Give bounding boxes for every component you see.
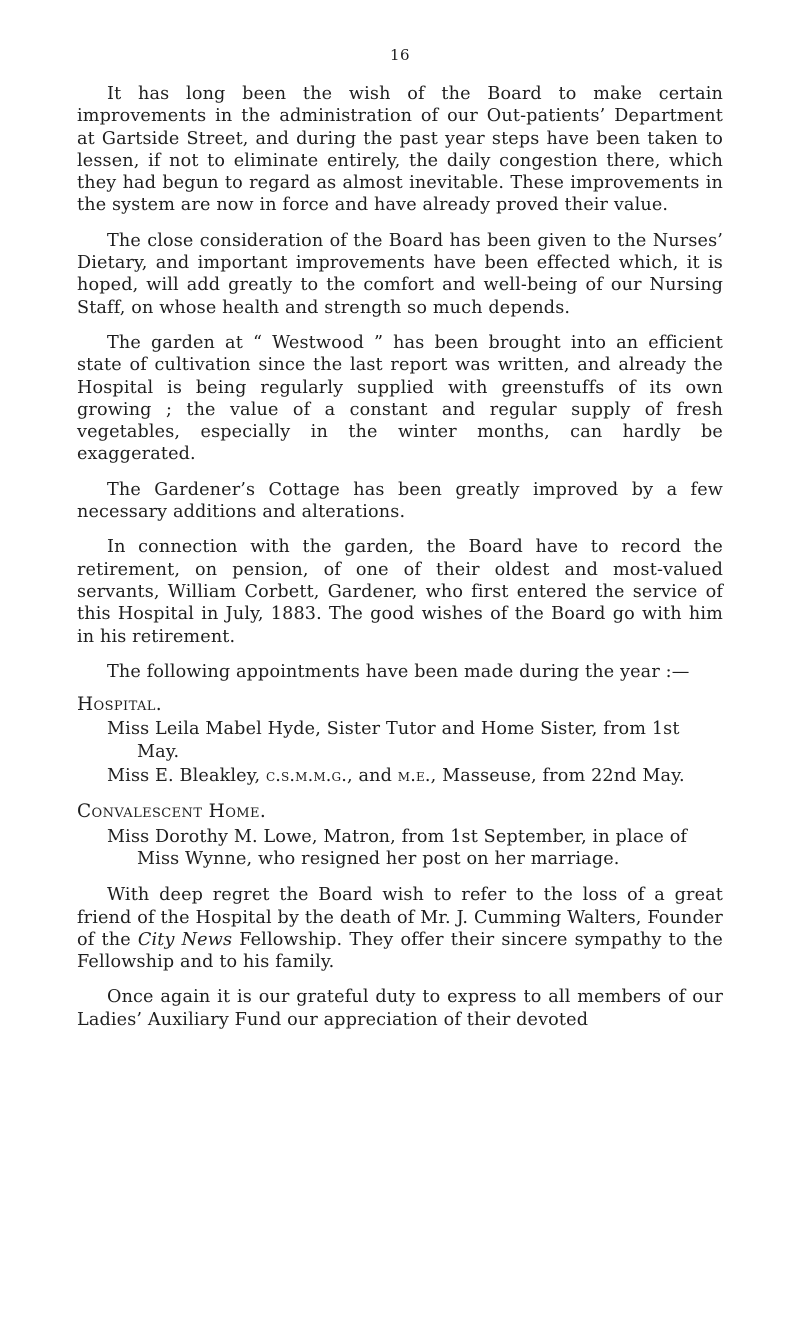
appointment-bleakley-role: , Masseuse, from 22nd May.: [430, 766, 685, 787]
page-number: 16: [389, 46, 411, 64]
paragraph-retirement: In connection with the garden, the Board have to record the retirement, on pension, of one of their oldest and most-valued servants, William Corbett, Gardener, who first entered the service of this Hospital in July, 1883. The good wishes of the Board go with him in his retirement.: [77, 537, 723, 647]
paragraph-cumming-walters-end: Fellowship. They offer their sincere sympathy to the Fellowship and to his family.: [77, 929, 723, 973]
city-news-title: City News: [137, 929, 233, 950]
appointment-bleakley-name: Miss E. Bleakley,: [107, 766, 266, 787]
heading-convalescent-home: Convalescent Home.: [77, 801, 267, 823]
appointment-lowe: Miss Dorothy M. Lowe, Matron, from 1st September, in place of Miss Wynne, who resigned her post on her marriage.: [107, 826, 688, 869]
paragraph-gardeners-cottage: The Gardener’s Cottage has been greatly improved by a few necessary additions and alterations.: [77, 479, 723, 523]
appointment-bleakley: [77, 765, 723, 787]
paragraph-nurses-dietary: The close consideration of the Board has been given to the Nurses’ Dietary, and important improvements have been effected which, it is hoped, will add greatly to the comfort and well-being of our Nursing Staff, on whose health and strength so much depends.: [77, 230, 723, 318]
appointment-hyde: Miss Leila Mabel Hyde, Sister Tutor and Home Sister, from 1st May.: [107, 719, 680, 762]
paragraph-outpatients: It has long been the wish of the Board to make certain improvements in the administration of our Out-patients’ Department at Gartside Street, and during the past year steps have been taken to lessen, if not to eliminate entirely, the daily congestion there, which they had begun to regard as almost inevitable. These improvements in the system are now in force and have already proved their value.: [77, 84, 723, 216]
heading-hospital: Hospital.: [77, 694, 163, 716]
qualification-csmmg: c.s.m.m.g.: [265, 766, 347, 787]
paragraph-cumming-walters: [77, 884, 723, 973]
qualification-me: m.e.: [397, 766, 431, 787]
appointment-bleakley-and: , and: [347, 766, 398, 787]
paragraph-appointments-intro: The following appointments have been made during the year :—: [107, 661, 690, 682]
paragraph-westwood-garden: The garden at “ Westwood ” has been brought into an efficient state of cultivation since the last report was written, and already the Hospital is being regularly supplied with greenstuffs of its own growing ; the value of a constant and regular supply of fresh vegetables, especially in the winter months, can hardly be exaggerated.: [77, 332, 723, 465]
body-text: [77, 83, 723, 1044]
paragraph-cumming-walters-start: With deep regret the Board wish to refer to the loss of a great friend of the Hospital by the death of Mr. J. Cumming Walters, Founder of the: [77, 885, 723, 950]
paragraph-ladies-auxiliary: Once again it is our grateful duty to express to all members of our Ladies’ Auxiliary Fund our appreciation of their devoted: [77, 987, 723, 1030]
